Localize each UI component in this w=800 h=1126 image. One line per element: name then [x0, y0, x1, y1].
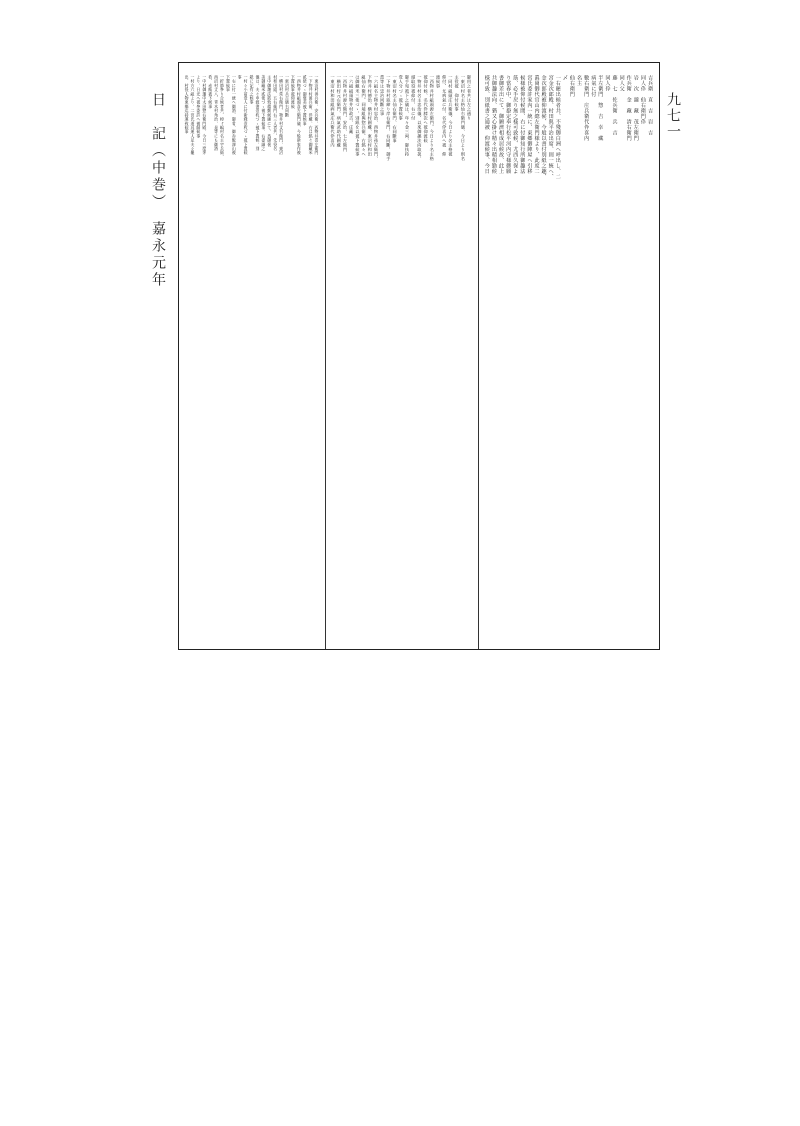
text-column: 病氣に付 — [590, 75, 597, 98]
text-column: 數右衛門 庄兵衛代伜喜内 — [583, 75, 590, 142]
text-column: 一六組組頭物井村政吉、庄藏 — [349, 75, 355, 134]
text-column: より、日光へ被參委許へ被歸候事 — [196, 75, 202, 139]
text-column: 同人伜 仙右衛門伜 — [639, 75, 646, 125]
text-column: 下置候事 — [226, 75, 232, 92]
text-column: 一物井村名主忠治儀、以來御趣法向取扱、 — [417, 75, 423, 161]
text-column: 半左衛門 惣 吉 幸 藏 — [597, 75, 604, 142]
text-column: 頭取役被仰付、右に付 — [411, 75, 417, 121]
text-column: 一東沼村名主仙右衛門、右同斷事 — [392, 75, 398, 143]
text-column: 様可致、別紙書之通被 仰渡候事、今日 — [483, 75, 490, 175]
text-column: 吉兵衛 直 吉 岩 吉 — [647, 75, 653, 136]
text-column: 一六組名主物井村忠治、西物井孫左衛門、 — [373, 75, 379, 161]
text-column: 一折節參り合候者共、棹ヶ嶋村名主宇兵衛、 — [220, 75, 226, 160]
text-column: 一西物井村組頭源左衛門、今日より名主格 — [429, 75, 435, 161]
text-column: 一東沼村和田組病氣庄兵衛代伜喜内 — [330, 75, 336, 148]
text-column: 宮金次郎殿、村田與平治出席、則一統へ、 — [547, 75, 554, 180]
text-column: 藤 七 佐兵衛 兵 吉 — [611, 75, 618, 136]
text-column: 紙に記有之候事 — [250, 75, 256, 105]
text-column: 下置候事被仰渡候 — [291, 75, 297, 109]
text-column: 儀は、夫々申渡書壹枚づゝ被下置候、別 — [255, 75, 261, 151]
text-column: 下物井村德治、横田村圓藏、東沼村和田 — [367, 75, 373, 157]
text-column: 宮氏委許家內一統に、東郷御陣屋へ引移 — [526, 75, 533, 175]
text-column: 名主 — [576, 75, 583, 87]
page-number: 九七一 — [665, 92, 681, 140]
register-right — [479, 63, 659, 649]
text-column: 美御藏米貳俵づゝ被下置候事、右委細之 — [261, 75, 267, 151]
text-column: 書御差出にて、御願濟相成居候故、此上 — [498, 75, 505, 175]
text-column: は御藏米三俵づゝ、別紙を以被下置候事 — [355, 75, 361, 157]
text-column: 組仙右衛門、同境組與惣兵衛、右銘々へ — [361, 75, 367, 157]
text-column: 當等は忠治同斷之事 — [380, 75, 386, 116]
text-column: 主役被 仰付候事 — [454, 75, 460, 112]
text-column: 候様被仰付候間、右に付御知行所御趣法 — [519, 75, 526, 175]
text-column: 一東沼村名主格仙右衛門儀、今日より則名 — [460, 75, 466, 161]
text-column: 一村方六組より、二宮氏道具運人足夫々罷 — [190, 75, 196, 156]
text-column: 筋、必手戻り無之様可致候、尤西久保よ — [512, 75, 519, 175]
text-column: 同人伜 — [604, 75, 611, 92]
text-column: 金次郎殿被仰渡候、今般以書付別紙之趣、 — [540, 75, 547, 180]
text-column: 仙右衛門 — [568, 75, 575, 98]
text-column: 一東沼村兵吉儀右同斷 — [285, 75, 291, 118]
text-column: 一右に付一統へ御酒、御肴、御赤飯澤山被 — [232, 75, 238, 156]
text-column: 村和田組、五右衛門右三人者共、先役名 — [273, 75, 279, 151]
text-column: 一西物井村源左衛門、安治、七左衛門 — [342, 75, 348, 152]
text-column: 出、村役人物東郷迄持運致候事 — [185, 75, 191, 134]
text-column: 御用之者共は左之通り — [467, 75, 472, 121]
text-column: 御手宛被下之儀は、年々金三両、御扶持 — [404, 75, 410, 157]
text-column: 貳俵づゝ御褒美被下置候事 — [303, 75, 309, 126]
text-column: 共御趣法向、猶又心掛け精々出精相勤候 — [490, 75, 497, 175]
text-column: 一下物井村取締り岸右衛門、右同斷、御手 — [386, 75, 392, 161]
text-column: 一同村組頭庄兵衛儀、今日より名主格被 — [448, 75, 454, 157]
running-head: 日 記（中巻） 嘉永元年 — [150, 92, 166, 289]
text-column: 肴、赤飯被下候事 — [208, 75, 214, 109]
text-column: 眞岡御代官山内總左衛門様より、此度二 — [533, 75, 540, 175]
text-column: 一中村御藩中太田惣右衛門殿、今日三度茅 — [202, 75, 208, 156]
text-column: 一横田村元右衛門、病氣武助代圓藏 — [336, 75, 342, 148]
text-column: 壹人分づゝ被下置候事 — [398, 75, 404, 121]
text-column: 作兵衛 金 藏 清右衛門 — [625, 75, 632, 142]
text-column: 一下物井村萬兵衛、伴藏、右は銘々御藏米 — [309, 75, 315, 156]
text-column: 主中御趣法筋致精勤候廉にて、爲御褒 — [267, 75, 273, 147]
text-column: 一西物井村組頭喜左衛門儀、今般新家作被 — [297, 75, 303, 156]
text-column: 〆 — [561, 75, 568, 81]
text-column: 一村々小前壹人に付新錢壹枚づゝ被下置候 — [244, 75, 250, 156]
text-column: 一右罷出候者共、不殘御白洲へ呼出し、二 — [554, 75, 561, 180]
register-middle — [324, 63, 479, 649]
text-column: 同人父 — [618, 75, 625, 92]
text-column: 一横田村常右衛門、物井村文右衛門、東沼 — [279, 75, 285, 156]
text-column: 事 — [238, 75, 244, 80]
text-column: 岩 次 瀧 藏 茂左衛門 — [632, 75, 639, 142]
text-column: 仰付、尤病氣に付、名代伜喜内へ被 仰 — [442, 75, 448, 157]
register-left — [179, 63, 326, 649]
text-column: 西沼村丈八、靑木村角治、是等にも御酒 — [214, 75, 220, 151]
text-column: 被仰付候、名代伜膝次へ被仰渡候 — [423, 75, 429, 143]
text-column: 一東沼村善兵衛、安兵衛、西物井喜左衛門 — [315, 75, 320, 156]
text-column: 渡候事 — [435, 75, 441, 89]
text-column: り當春中、御掛定奉行松平河内守様御願 — [505, 75, 512, 175]
text-frame — [178, 62, 660, 650]
